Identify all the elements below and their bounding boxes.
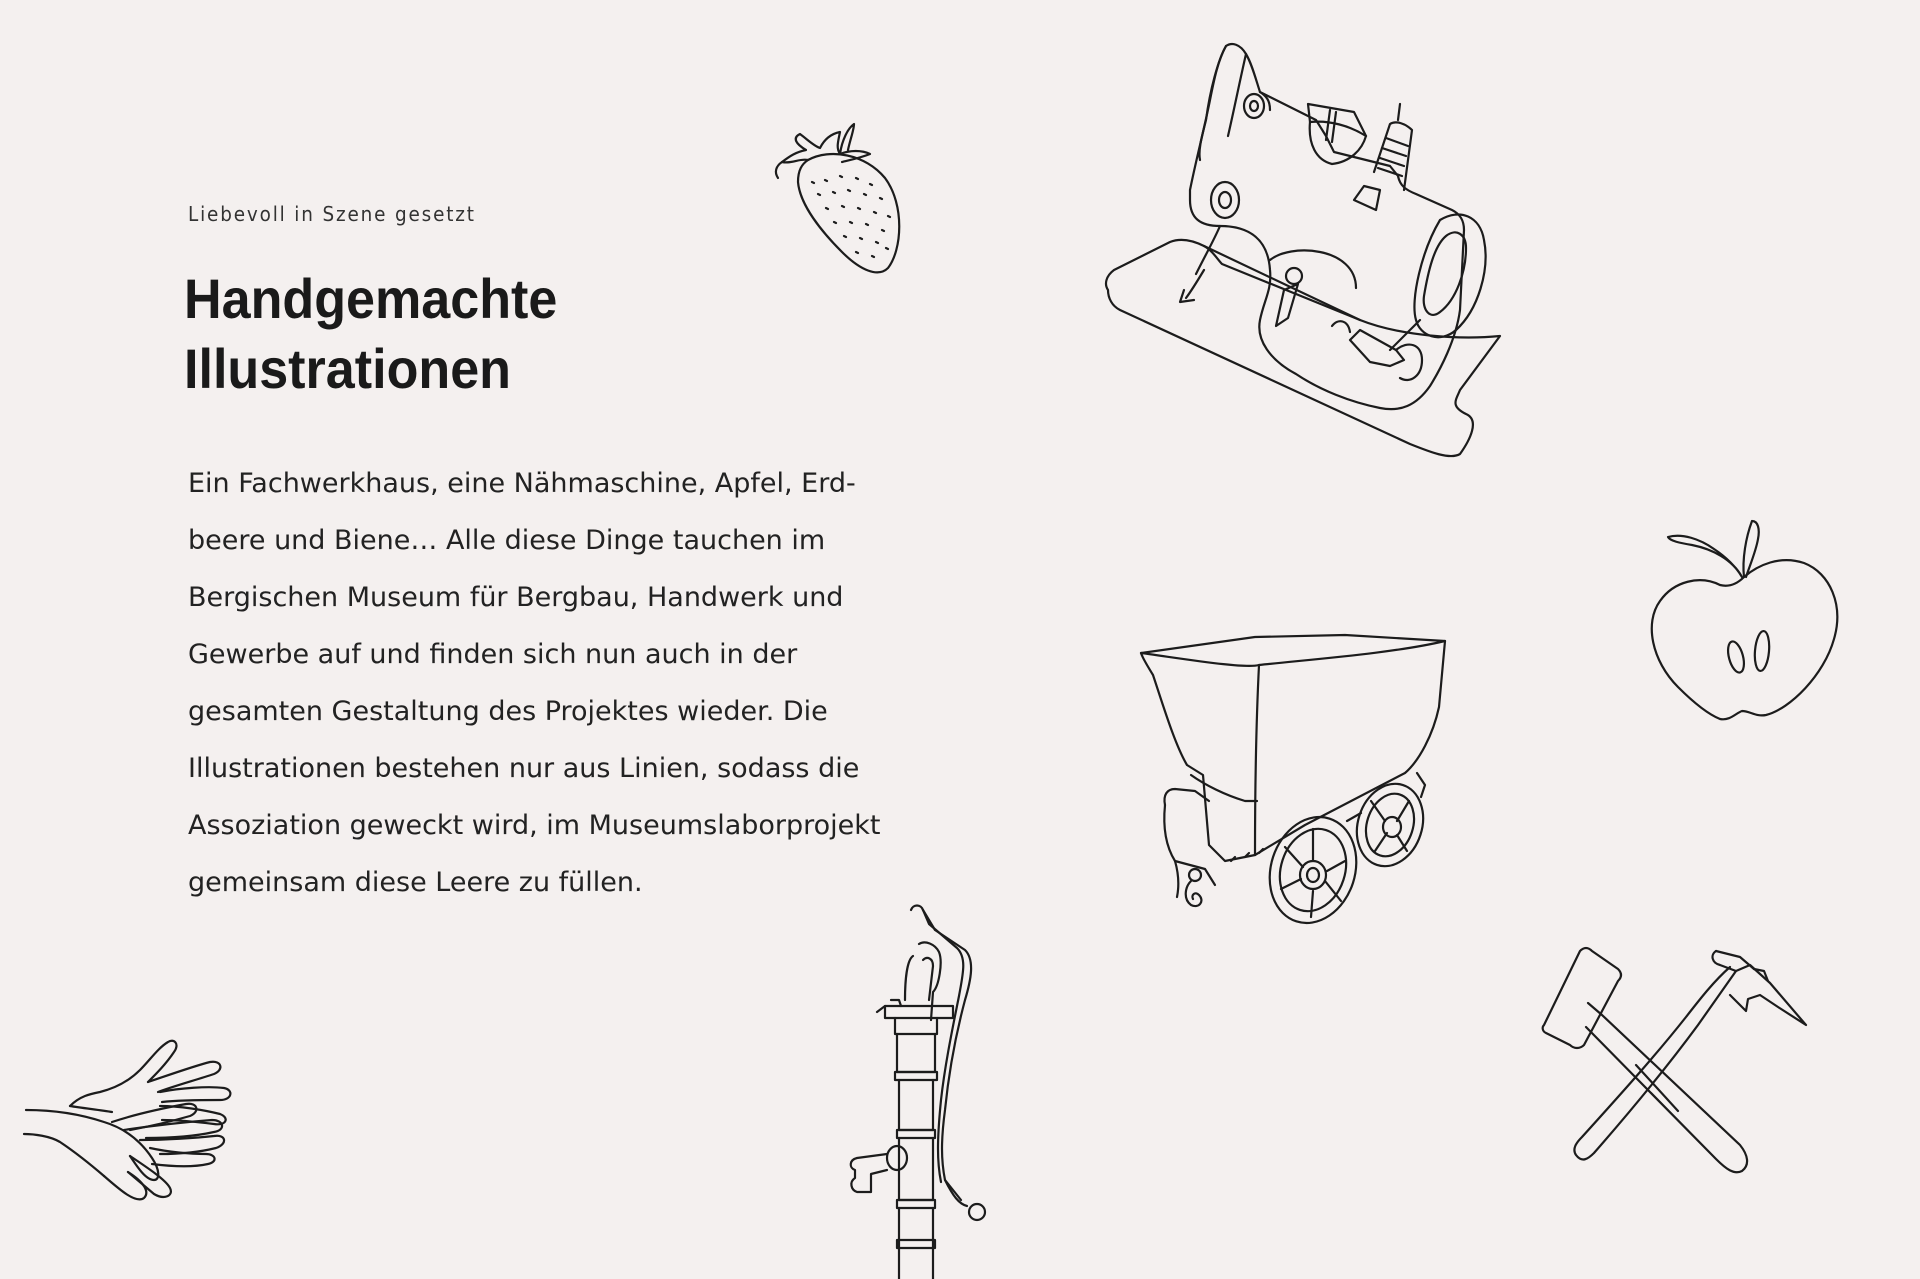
body-line: gesamten Gestaltung des Projektes wieder. Die [188, 696, 828, 727]
eyebrow-label: Liebevoll in Szene gesetzt [188, 202, 476, 226]
strawberry-icon [770, 120, 910, 280]
body-line: Gewerbe auf und finden sich nun auch in der [188, 639, 798, 670]
body-line: gemeinsam diese Leere zu füllen. [188, 867, 643, 898]
page-title [184, 264, 557, 404]
sewing-machine-icon [1100, 40, 1620, 470]
mine-cart-icon [1135, 625, 1455, 935]
page-title-line-1: Handgemachte [184, 267, 558, 330]
body-line: Assoziation geweckt wird, im Museumslaborprojekt [188, 810, 881, 841]
apple-icon [1640, 515, 1850, 735]
body-line: Bergischen Museum für Bergbau, Handwerk und [188, 582, 844, 613]
water-pump-icon [835, 900, 1005, 1279]
body-line: Illustrationen bestehen nur aus Linien, sodass die [188, 753, 860, 784]
body-line: beere und Biene… Alle diese Dinge tauchen im [188, 525, 826, 556]
page-title-line-2: Illustrationen [184, 337, 511, 400]
body-paragraph [188, 455, 908, 911]
hands-icon [20, 1030, 260, 1210]
hammer-and-pick-icon [1540, 945, 1810, 1185]
body-line: Ein Fachwerkhaus, eine Nähmaschine, Apfel, Erd- [188, 468, 856, 499]
